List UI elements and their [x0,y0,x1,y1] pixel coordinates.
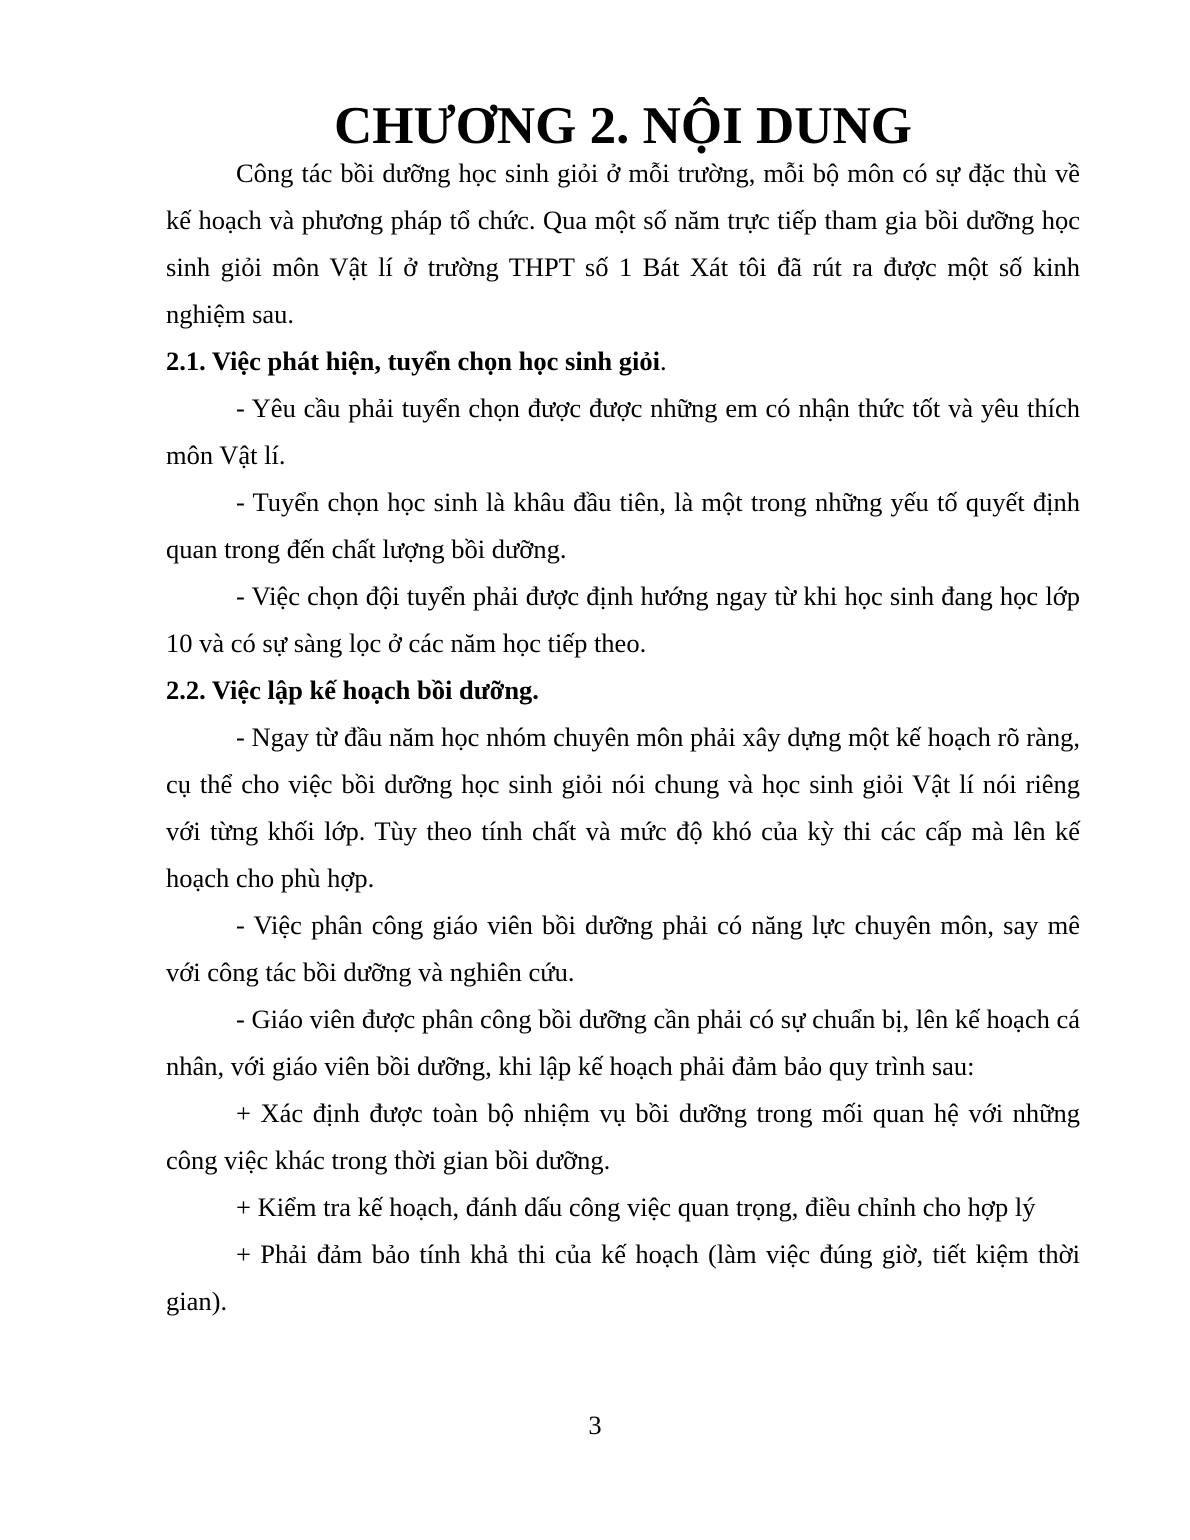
section-heading-2-1-text: 2.1. Việc phát hiện, tuyển chọn học sinh giỏi [166,346,661,376]
section-heading-2-2: 2.2. Việc lập kế hoạch bồi dưỡng. [166,675,539,705]
paragraph-2-2-d: + Xác định được toàn bộ nhiệm vụ bồi dưỡng trong mối quan hệ với những công việc khác trong thời gian bồi dưỡng. [166,1098,1080,1175]
section-heading-2-1-period: . [660,346,667,376]
paragraph-2-1-b: - Tuyển chọn học sinh là khâu đầu tiên, là một trong những yếu tố quyết định quan trong đến chất lượng bồi dưỡng. [166,487,1080,564]
page-number: 3 [588,1410,602,1440]
paragraph-2-2-c: - Giáo viên được phân công bồi dưỡng cần phải có sự chuẩn bị, lên kế hoạch cá nhân, với giáo viên bồi dưỡng, khi lập kế hoạch phải đảm bảo quy trình sau: [166,1004,1080,1081]
paragraph-2-2-f: + Phải đảm bảo tính khả thi của kế hoạch (làm việc đúng giờ, tiết kiệm thời gian). [166,1239,1080,1316]
paragraph-2-2-b: - Việc phân công giáo viên bồi dưỡng phải có năng lực chuyên môn, say mê với công tác bồi dưỡng và nghiên cứu. [166,910,1080,987]
paragraph-2-1-c: - Việc chọn đội tuyển phải được định hướng ngay từ khi học sinh đang học lớp 10 và có sự sàng lọc ở các năm học tiếp theo. [166,581,1080,658]
intro-paragraph: Công tác bồi dưỡng học sinh giỏi ở mỗi trường, mỗi bộ môn có sự đặc thù về kế hoạch và phương pháp tổ chức. Qua một số năm trực tiếp tham gia bồi dưỡng học sinh giỏi môn Vật lí ở trường THPT số 1 Bát Xát tôi đã rút ra được một số kinh nghiệm sau. [166,158,1080,329]
paragraph-2-1-a: - Yêu cầu phải tuyển chọn được được những em có nhận thức tốt và yêu thích môn Vật lí. [166,393,1080,470]
paragraph-2-2-a: - Ngay từ đầu năm học nhóm chuyên môn phải xây dựng một kế hoạch rõ ràng, cụ thể cho việc bồi dưỡng học sinh giỏi nói chung và học sinh giỏi Vật lí nói riêng với từng khối lớp. Tùy theo tính chất và mức độ khó của kỳ thi các cấp mà lên kế hoạch cho phù hợp. [166,722,1080,893]
chapter-title: CHƯƠNG 2. NỘI DUNG [333,97,913,155]
document-page [166,97,1080,1325]
paragraph-2-2-e: + Kiểm tra kế hoạch, đánh dấu công việc quan trọng, điều chỉnh cho hợp lý [236,1192,1036,1222]
section-heading-2-1 [166,338,1080,385]
